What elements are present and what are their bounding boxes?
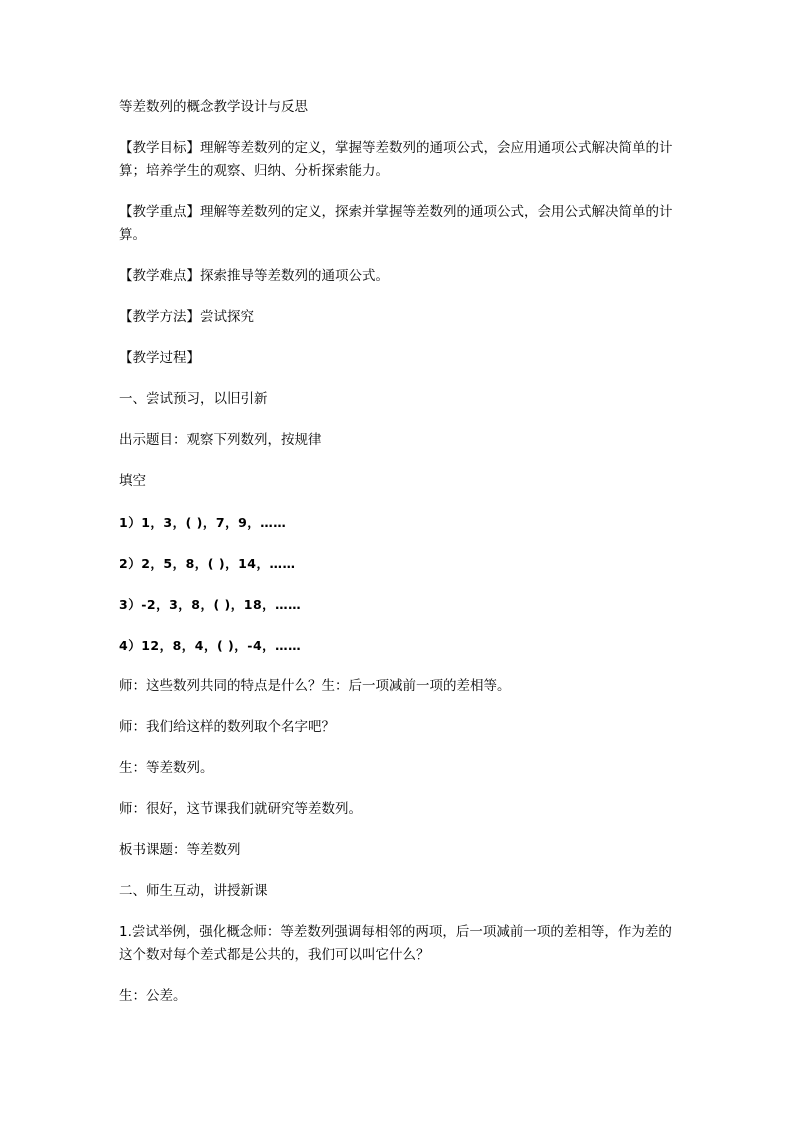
dialogue-line: 师：很好，这节课我们就研究等差数列。 <box>119 801 362 817</box>
teaching-difficulty <box>119 265 679 288</box>
teaching-method-text: 尝试探究 <box>200 309 254 325</box>
question-prompt: 出示题目：观察下列数列，按规律 <box>119 432 322 448</box>
dialogue-line: 师：这些数列共同的特点是什么？生：后一项减前一项的差相等。 <box>119 678 511 694</box>
fill-blank-label: 填空 <box>119 473 146 489</box>
section-2-title: 二、师生互动，讲授新课 <box>119 883 268 899</box>
teaching-key-point-label: 【教学重点】 <box>119 204 200 220</box>
document-page <box>119 96 679 1026</box>
dialogue-line: 师：我们给这样的数列取个名字吧？ <box>119 719 335 735</box>
example-paragraph: 1.尝试举例，强化概念师：等差数列强调每相邻的两项，后一项减前一项的差相等，作为差的这个数对每个差式都是公共的，我们可以叫它什么？ <box>119 924 672 963</box>
teaching-objective-text: 理解等差数列的定义，掌握等差数列的通项公式，会应用通项公式解决简单的计算；培养学生的观察、归纳、分析探索能力。 <box>119 140 673 179</box>
student-answer: 生：公差。 <box>119 988 187 1004</box>
exercise-item: 2）2，5，8，( )，14，…… <box>119 556 296 571</box>
teaching-objective-label: 【教学目标】 <box>119 140 200 156</box>
teaching-key-point <box>119 201 679 247</box>
section-1-title: 一、尝试预习，以旧引新 <box>119 391 268 407</box>
teaching-objective <box>119 137 679 183</box>
exercise-item: 1）1，3，( )，7，9，…… <box>119 515 287 530</box>
teaching-difficulty-label: 【教学难点】 <box>119 268 200 284</box>
exercise-item: 3）-2，3，8，( )，18，…… <box>119 597 302 612</box>
teaching-process-heading: 【教学过程】 <box>119 350 200 366</box>
teaching-method-label: 【教学方法】 <box>119 309 200 325</box>
teaching-key-point-text: 理解等差数列的定义，探索并掌握等差数列的通项公式，会用公式解决简单的计算。 <box>119 204 673 243</box>
dialogue-line: 生：等差数列。 <box>119 760 214 776</box>
teaching-method <box>119 306 679 329</box>
teaching-difficulty-text: 探索推导等差数列的通项公式。 <box>200 268 389 284</box>
document-title: 等差数列的概念教学设计与反思 <box>119 99 308 115</box>
blackboard-title: 板书课题：等差数列 <box>119 842 241 858</box>
exercise-item: 4）12，8，4，( )，-4，…… <box>119 638 302 653</box>
